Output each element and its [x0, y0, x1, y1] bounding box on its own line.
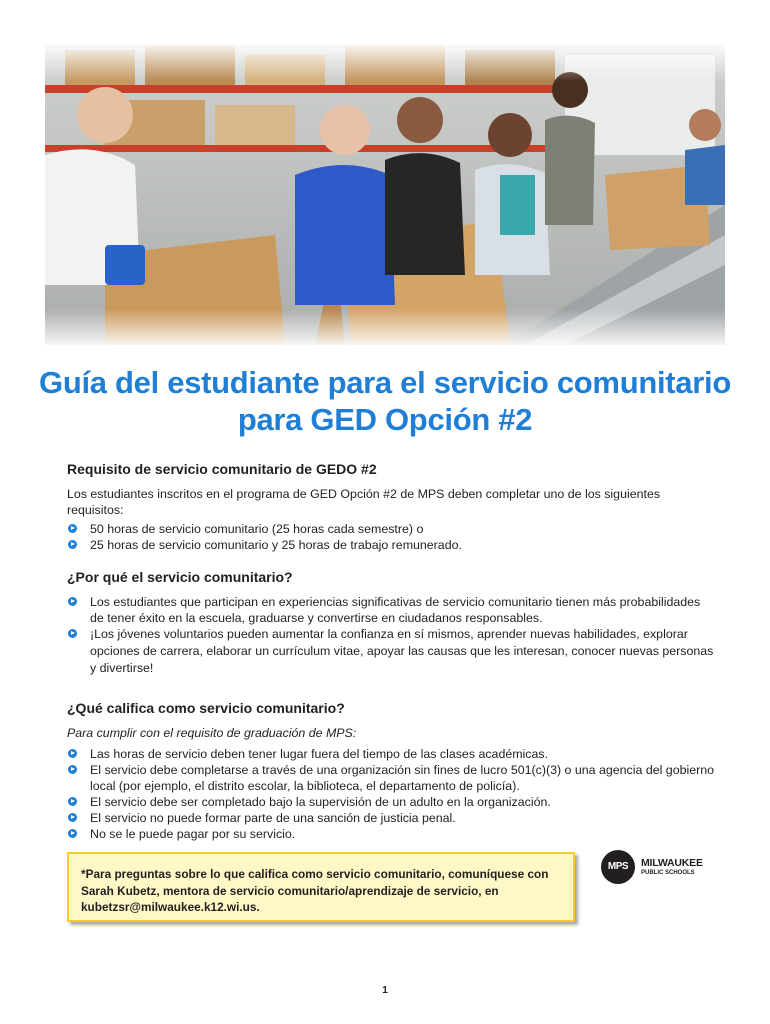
callout-text: *Para preguntas sobre lo que califica como servicio comunitario, comuníquese con Sarah Kubetz, mentora de servicio comunitario/aprendizaje de servicio, en kubetzsr@milwaukee.k12.wi.us.	[81, 867, 549, 914]
bullet-icon	[68, 829, 77, 838]
list-item: No se le puede pagar por su servicio.	[67, 826, 717, 842]
bullet-icon	[68, 540, 77, 549]
logo-subtitle: PUBLIC SCHOOLS	[641, 870, 695, 876]
list-item: Las horas de servicio deben tener lugar fuera del tiempo de las clases académicas.	[67, 746, 717, 762]
list-item: 25 horas de servicio comunitario y 25 horas de trabajo remunerado.	[67, 537, 717, 553]
bullet-icon	[68, 797, 77, 806]
bullet-icon	[68, 749, 77, 758]
list-item: 50 horas de servicio comunitario (25 horas cada semestre) o	[67, 521, 717, 537]
volunteers-packing-boxes-photo	[45, 45, 725, 345]
bullet-list	[67, 521, 717, 553]
section-heading: ¿Por qué el servicio comunitario?	[67, 569, 293, 585]
bullet-icon	[68, 524, 77, 533]
bullet-icon	[68, 813, 77, 822]
list-item: El servicio no puede formar parte de una sanción de justicia penal.	[67, 810, 717, 826]
section-why	[67, 568, 717, 677]
section-what-qualifies	[67, 699, 717, 842]
section-intro: Los estudiantes inscritos en el programa de GED Opción #2 de MPS deben completar uno de los siguientes requisitos:	[67, 487, 661, 517]
list-item: El servicio debe completarse a través de una organización sin fines de lucro 501(c)(3) o una agencia del gobierno local (por ejemplo, el distrito escolar, la biblioteca, el departamento de policía).	[67, 762, 717, 794]
bullet-icon	[68, 597, 77, 606]
bullet-icon	[68, 765, 77, 774]
title-line-1: Guía del estudiante para el servicio comunitario	[39, 365, 731, 400]
bullet-list	[67, 746, 717, 842]
contact-callout	[67, 852, 575, 922]
title-line-2: para GED Opción #2	[237, 402, 533, 437]
bullet-list	[67, 594, 717, 677]
bullet-icon	[68, 629, 77, 638]
mps-logo-mark: MPS	[601, 850, 635, 884]
mps-logo	[601, 850, 731, 886]
hero-photo	[45, 45, 725, 345]
list-item: ¡Los jóvenes voluntarios pueden aumentar la confianza en sí mismos, aprender nuevas habilidades, explorar opciones de carrera, elaborar un currículum vitae, apoyar las causas que les interesan, conocer nuevas personas y divertirse!	[67, 626, 717, 677]
list-item: Los estudiantes que participan en experiencias significativas de servicio comunitario tienen más probabilidades de tener éxito en la escuela, graduarse y convertirse en ciudadanos responsables.	[67, 594, 717, 626]
list-item: El servicio debe ser completado bajo la supervisión de un adulto en la organización.	[67, 794, 717, 810]
section-lead: Para cumplir con el requisito de graduación de MPS:	[67, 726, 357, 740]
section-heading: ¿Qué califica como servicio comunitario?	[67, 700, 345, 716]
logo-name: MILWAUKEE	[641, 857, 703, 869]
section-heading: Requisito de servicio comunitario de GEDO #2	[67, 461, 377, 477]
main-content	[67, 460, 717, 842]
page-title	[30, 364, 740, 438]
section-requirement	[67, 460, 717, 553]
page-number: 1	[382, 985, 388, 996]
